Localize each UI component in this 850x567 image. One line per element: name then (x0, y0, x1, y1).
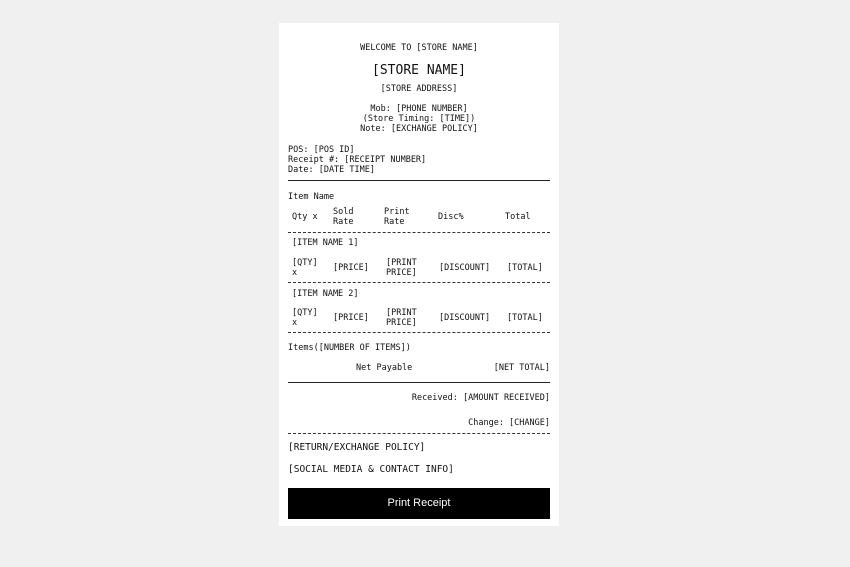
item-print-price-line1: [PRINT (386, 308, 417, 318)
store-address: [STORE ADDRESS] (380, 84, 458, 94)
col-total: Total (505, 212, 531, 222)
item-name: [ITEM NAME 1] (292, 238, 359, 248)
social-contact-info: [SOCIAL MEDIA & CONTACT INFO] (288, 464, 454, 475)
item-name: [ITEM NAME 2] (292, 289, 359, 299)
item-price: [PRICE] (333, 263, 369, 273)
amount-received: Received: [AMOUNT RECEIVED] (411, 393, 550, 403)
item-qty-line1: [QTY] (292, 258, 318, 268)
item-name-header: Item Name (288, 192, 335, 202)
return-policy: [RETURN/EXCHANGE POLICY] (288, 442, 426, 453)
receipt (279, 23, 559, 526)
item-price: [PRICE] (333, 313, 369, 323)
print-receipt-button[interactable]: Print Receipt (288, 488, 550, 519)
store-note: Note: [EXCHANGE POLICY] (360, 124, 478, 134)
item-print-price-line1: [PRINT (386, 258, 417, 268)
change-amount: Change: [CHANGE] (468, 418, 550, 428)
item-qty-line2: x (292, 318, 298, 328)
col-qty: Qty x (292, 212, 318, 222)
divider-solid (288, 382, 550, 383)
item-print-price-line2: PRICE] (386, 318, 417, 328)
item-total: [TOTAL] (507, 313, 543, 323)
pos-id: POS: [POS ID] (288, 145, 355, 155)
col-print-rate-line2: Rate (384, 217, 405, 227)
divider-dashed (288, 282, 550, 283)
item-qty-line1: [QTY] (292, 308, 318, 318)
divider-solid (288, 180, 550, 181)
col-print-rate-line1: Print (384, 207, 410, 217)
store-phone: Mob: [PHONE NUMBER] (370, 104, 468, 114)
welcome-text: WELCOME TO [STORE NAME] (360, 43, 478, 53)
item-discount: [DISCOUNT] (439, 313, 491, 323)
item-print-price-line2: PRICE] (386, 268, 417, 278)
item-total: [TOTAL] (507, 263, 543, 273)
col-sold-rate-line2: Rate (333, 217, 354, 227)
col-discount: Disc% (438, 212, 464, 222)
divider-dashed (288, 433, 550, 434)
store-timing: (Store Timing: [TIME]) (362, 114, 476, 124)
divider-dashed (288, 232, 550, 233)
receipt-date: Date: [DATE TIME] (288, 165, 375, 175)
net-total-value: [NET TOTAL] (493, 363, 550, 373)
items-count: Items([NUMBER OF ITEMS]) (288, 343, 411, 353)
item-qty-line2: x (292, 268, 298, 278)
item-discount: [DISCOUNT] (439, 263, 491, 273)
receipt-number: Receipt #: [RECEIPT NUMBER] (288, 155, 427, 165)
col-sold-rate-line1: Sold (333, 207, 354, 217)
store-name: [STORE NAME] (372, 63, 466, 78)
divider-dashed (288, 332, 550, 333)
net-payable-label: Net Payable (356, 363, 413, 373)
